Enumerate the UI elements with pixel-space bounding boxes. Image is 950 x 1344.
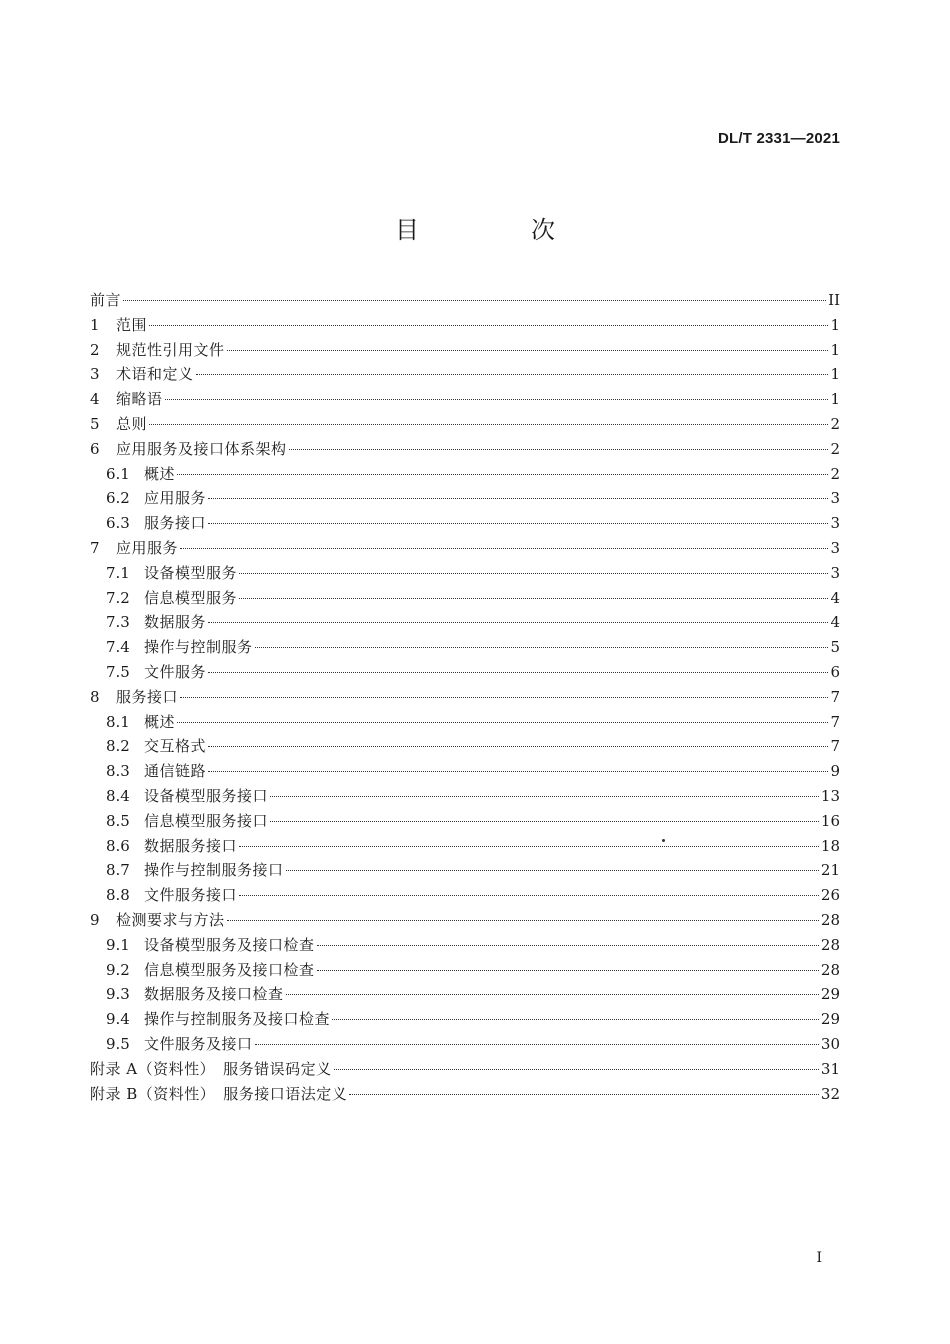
toc-leader-dots [149,324,828,326]
toc-entry-page: 3 [830,489,840,508]
toc-entry[interactable] [90,660,840,685]
toc-leader-dots [123,299,826,301]
toc-entry-number: 8.2 [106,737,130,756]
toc-entry-page: 7 [830,737,840,756]
toc-entry-label: 范围 [116,315,148,334]
toc-leader-dots [165,398,829,400]
toc-entry[interactable] [90,759,840,784]
toc-entry[interactable] [90,635,840,660]
toc-entry-number: 8.8 [106,886,130,905]
toc-entry[interactable] [90,313,840,338]
toc-entry-label: 缩略语 [116,390,163,409]
toc-entry-label: 术语和定义 [116,365,194,384]
toc-leader-dots [334,1068,819,1070]
toc-entry-label: 交互格式 [144,737,207,756]
toc-entry-page: 18 [820,836,840,855]
toc-entry-number: 7.2 [106,588,130,607]
toc-entry-page: 13 [820,786,840,805]
toc-entry[interactable] [90,486,840,511]
scan-speck [662,839,665,842]
toc-entry-label: 服务接口 [144,514,207,533]
toc-entry[interactable] [90,362,840,387]
toc-entry-number: 9 [90,910,100,929]
toc-entry[interactable] [90,858,840,883]
toc-entry-number: 8.4 [106,786,130,805]
toc-entry-label: 数据服务接口 [144,836,238,855]
toc-entry-page: 2 [830,464,840,483]
toc-entry-label: 操作与控制服务接口 [144,861,284,880]
toc-entry-page: 6 [830,662,840,681]
toc-entry-label: 检测要求与方法 [116,910,225,929]
toc-entry-label: 应用服务及接口体系架构 [116,439,287,458]
toc-entry-label: 操作与控制服务 [144,638,253,657]
toc-entry[interactable] [90,834,840,859]
toc-entry-number: 6.2 [106,489,130,508]
toc-entry-page: 1 [830,390,840,409]
toc-entry-label: 数据服务及接口检查 [144,985,284,1004]
toc-entry-page: 28 [820,910,840,929]
toc-entry[interactable] [90,1082,840,1107]
toc-entry-number: 7.1 [106,563,130,582]
toc-entry-page: 21 [820,861,840,880]
toc-entry-label: 服务接口 [116,687,179,706]
toc-entry-page: 7 [830,712,840,731]
toc-entry-page: 2 [830,414,840,433]
toc-entry[interactable] [90,933,840,958]
toc-entry-number: 8.6 [106,836,130,855]
toc-entry[interactable] [90,710,840,735]
toc-entry-number: 2 [90,340,100,359]
toc-leader-dots [208,621,828,623]
toc-entry-number: 8.3 [106,762,130,781]
toc-leader-dots [317,944,819,946]
toc-entry[interactable] [90,561,840,586]
toc-leader-dots [239,572,828,574]
toc-entry-number: 8.7 [106,861,130,880]
toc-entry-page: 7 [830,687,840,706]
toc-entry-page: 32 [820,1084,840,1103]
toc-entry-label: 应用服务 [116,538,179,557]
toc-entry[interactable] [90,387,840,412]
toc-entry-label: 设备模型服务接口 [144,786,269,805]
toc-entry-number: 7.5 [106,662,130,681]
toc-entry-page: 2 [830,439,840,458]
toc-entry-page: 28 [820,960,840,979]
toc-entry[interactable] [90,784,840,809]
toc-entry-number: 9.3 [106,985,130,1004]
toc-entry-label: 附录 B（资料性） 服务接口语法定义 [90,1084,348,1103]
toc-entry-label: 数据服务 [144,613,207,632]
toc-entry-number: 6 [90,439,100,458]
toc-entry-label: 设备模型服务 [144,563,238,582]
toc-leader-dots [177,721,828,723]
toc-entry-label: 文件服务接口 [144,886,238,905]
toc-entry[interactable] [90,412,840,437]
toc-entry-page: 29 [820,985,840,1004]
toc-entry-page: 9 [830,762,840,781]
toc-entry-label: 信息模型服务接口 [144,811,269,830]
toc-entry-label: 附录 A（资料性） 服务错误码定义 [90,1059,332,1078]
toc-entry-page: 1 [830,365,840,384]
toc-leader-dots [180,696,828,698]
toc-entry[interactable] [90,1007,840,1032]
toc-leader-dots [208,497,828,499]
toc-entry-number: 7.3 [106,613,130,632]
toc-entry[interactable] [90,685,840,710]
toc-leader-dots [196,373,829,375]
toc-leader-dots [227,349,829,351]
toc-leader-dots [208,522,828,524]
toc-entry-label: 规范性引用文件 [116,340,225,359]
toc-entry[interactable] [90,586,840,611]
toc-leader-dots [239,894,819,896]
toc-entry[interactable] [90,462,840,487]
toc-entry[interactable] [90,288,840,313]
toc-entry-page: 1 [830,315,840,334]
toc-entry-number: 6.1 [106,464,130,483]
toc-entry-label: 总则 [116,414,148,433]
toc-entry[interactable] [90,734,840,759]
toc-entry-page: 5 [830,638,840,657]
toc-entry-page: 3 [830,563,840,582]
toc-entry[interactable] [90,982,840,1007]
toc-entry-number: 8.5 [106,811,130,830]
toc-entry-page: 30 [820,1034,840,1053]
toc-entry-label: 设备模型服务及接口检查 [144,935,315,954]
toc-leader-dots [208,745,828,747]
toc-leader-dots [227,919,819,921]
toc-leader-dots [239,597,828,599]
toc-entry-number: 9.2 [106,960,130,979]
toc-entry[interactable] [90,908,840,933]
toc-leader-dots [180,547,828,549]
toc-entry-number: 8.1 [106,712,130,731]
toc-entry-label: 信息模型服务 [144,588,238,607]
toc-entry-number: 6.3 [106,514,130,533]
toc-entry-page: 16 [820,811,840,830]
toc-entry-label: 信息模型服务及接口检查 [144,960,315,979]
toc-entry-page: 26 [820,886,840,905]
toc-leader-dots [286,869,819,871]
toc-entry-number: 9.4 [106,1010,130,1029]
toc-leader-dots [239,845,819,847]
toc-leader-dots [255,1043,819,1045]
toc-entry-label: 文件服务 [144,662,207,681]
toc-entry-page: 3 [830,538,840,557]
page-number: I [816,1250,822,1266]
toc-entry-number: 5 [90,414,100,433]
toc-entry-number: 7.4 [106,638,130,657]
toc-entry-label: 应用服务 [144,489,207,508]
toc-leader-dots [177,473,828,475]
toc-leader-dots [270,795,819,797]
toc-entry-page: 1 [830,340,840,359]
toc-entry-number: 8 [90,687,100,706]
table-of-contents [90,288,840,1106]
toc-entry[interactable] [90,338,840,363]
toc-entry-page: 4 [830,588,840,607]
toc-entry[interactable] [90,883,840,908]
toc-entry-label: 概述 [144,464,176,483]
toc-leader-dots [349,1093,819,1095]
toc-entry-number: 4 [90,390,100,409]
toc-entry-label: 操作与控制服务及接口检查 [144,1010,331,1029]
toc-entry-number: 7 [90,538,100,557]
toc-entry-page: 4 [830,613,840,632]
toc-entry-label: 通信链路 [144,762,207,781]
toc-entry[interactable] [90,1032,840,1057]
toc-entry[interactable] [90,437,840,462]
toc-entry[interactable] [90,536,840,561]
toc-leader-dots [270,820,819,822]
toc-entry[interactable] [90,511,840,536]
toc-entry-label: 文件服务及接口 [144,1034,253,1053]
page-title: 目 次 [395,216,599,244]
toc-entry[interactable] [90,610,840,635]
toc-leader-dots [317,969,819,971]
toc-entry[interactable] [90,1057,840,1082]
toc-entry-number: 9.1 [106,935,130,954]
toc-entry[interactable] [90,958,840,983]
toc-leader-dots [332,1018,819,1020]
toc-entry-page: 3 [830,514,840,533]
toc-entry-page: II [828,291,840,309]
toc-entry[interactable] [90,809,840,834]
toc-leader-dots [286,993,819,995]
toc-entry-number: 3 [90,365,100,384]
toc-leader-dots [208,671,828,673]
toc-leader-dots [289,448,829,450]
standard-code: DL/T 2331—2021 [717,130,840,147]
toc-entry-label: 概述 [144,712,176,731]
toc-leader-dots [208,770,828,772]
toc-entry-page: 29 [820,1010,840,1029]
toc-entry-number: 9.5 [106,1034,130,1053]
toc-entry-page: 31 [820,1059,840,1078]
toc-entry-page: 28 [820,935,840,954]
toc-leader-dots [255,646,829,648]
toc-entry-label: 前言 [90,291,122,309]
toc-entry-number: 1 [90,315,100,334]
toc-leader-dots [149,423,828,425]
